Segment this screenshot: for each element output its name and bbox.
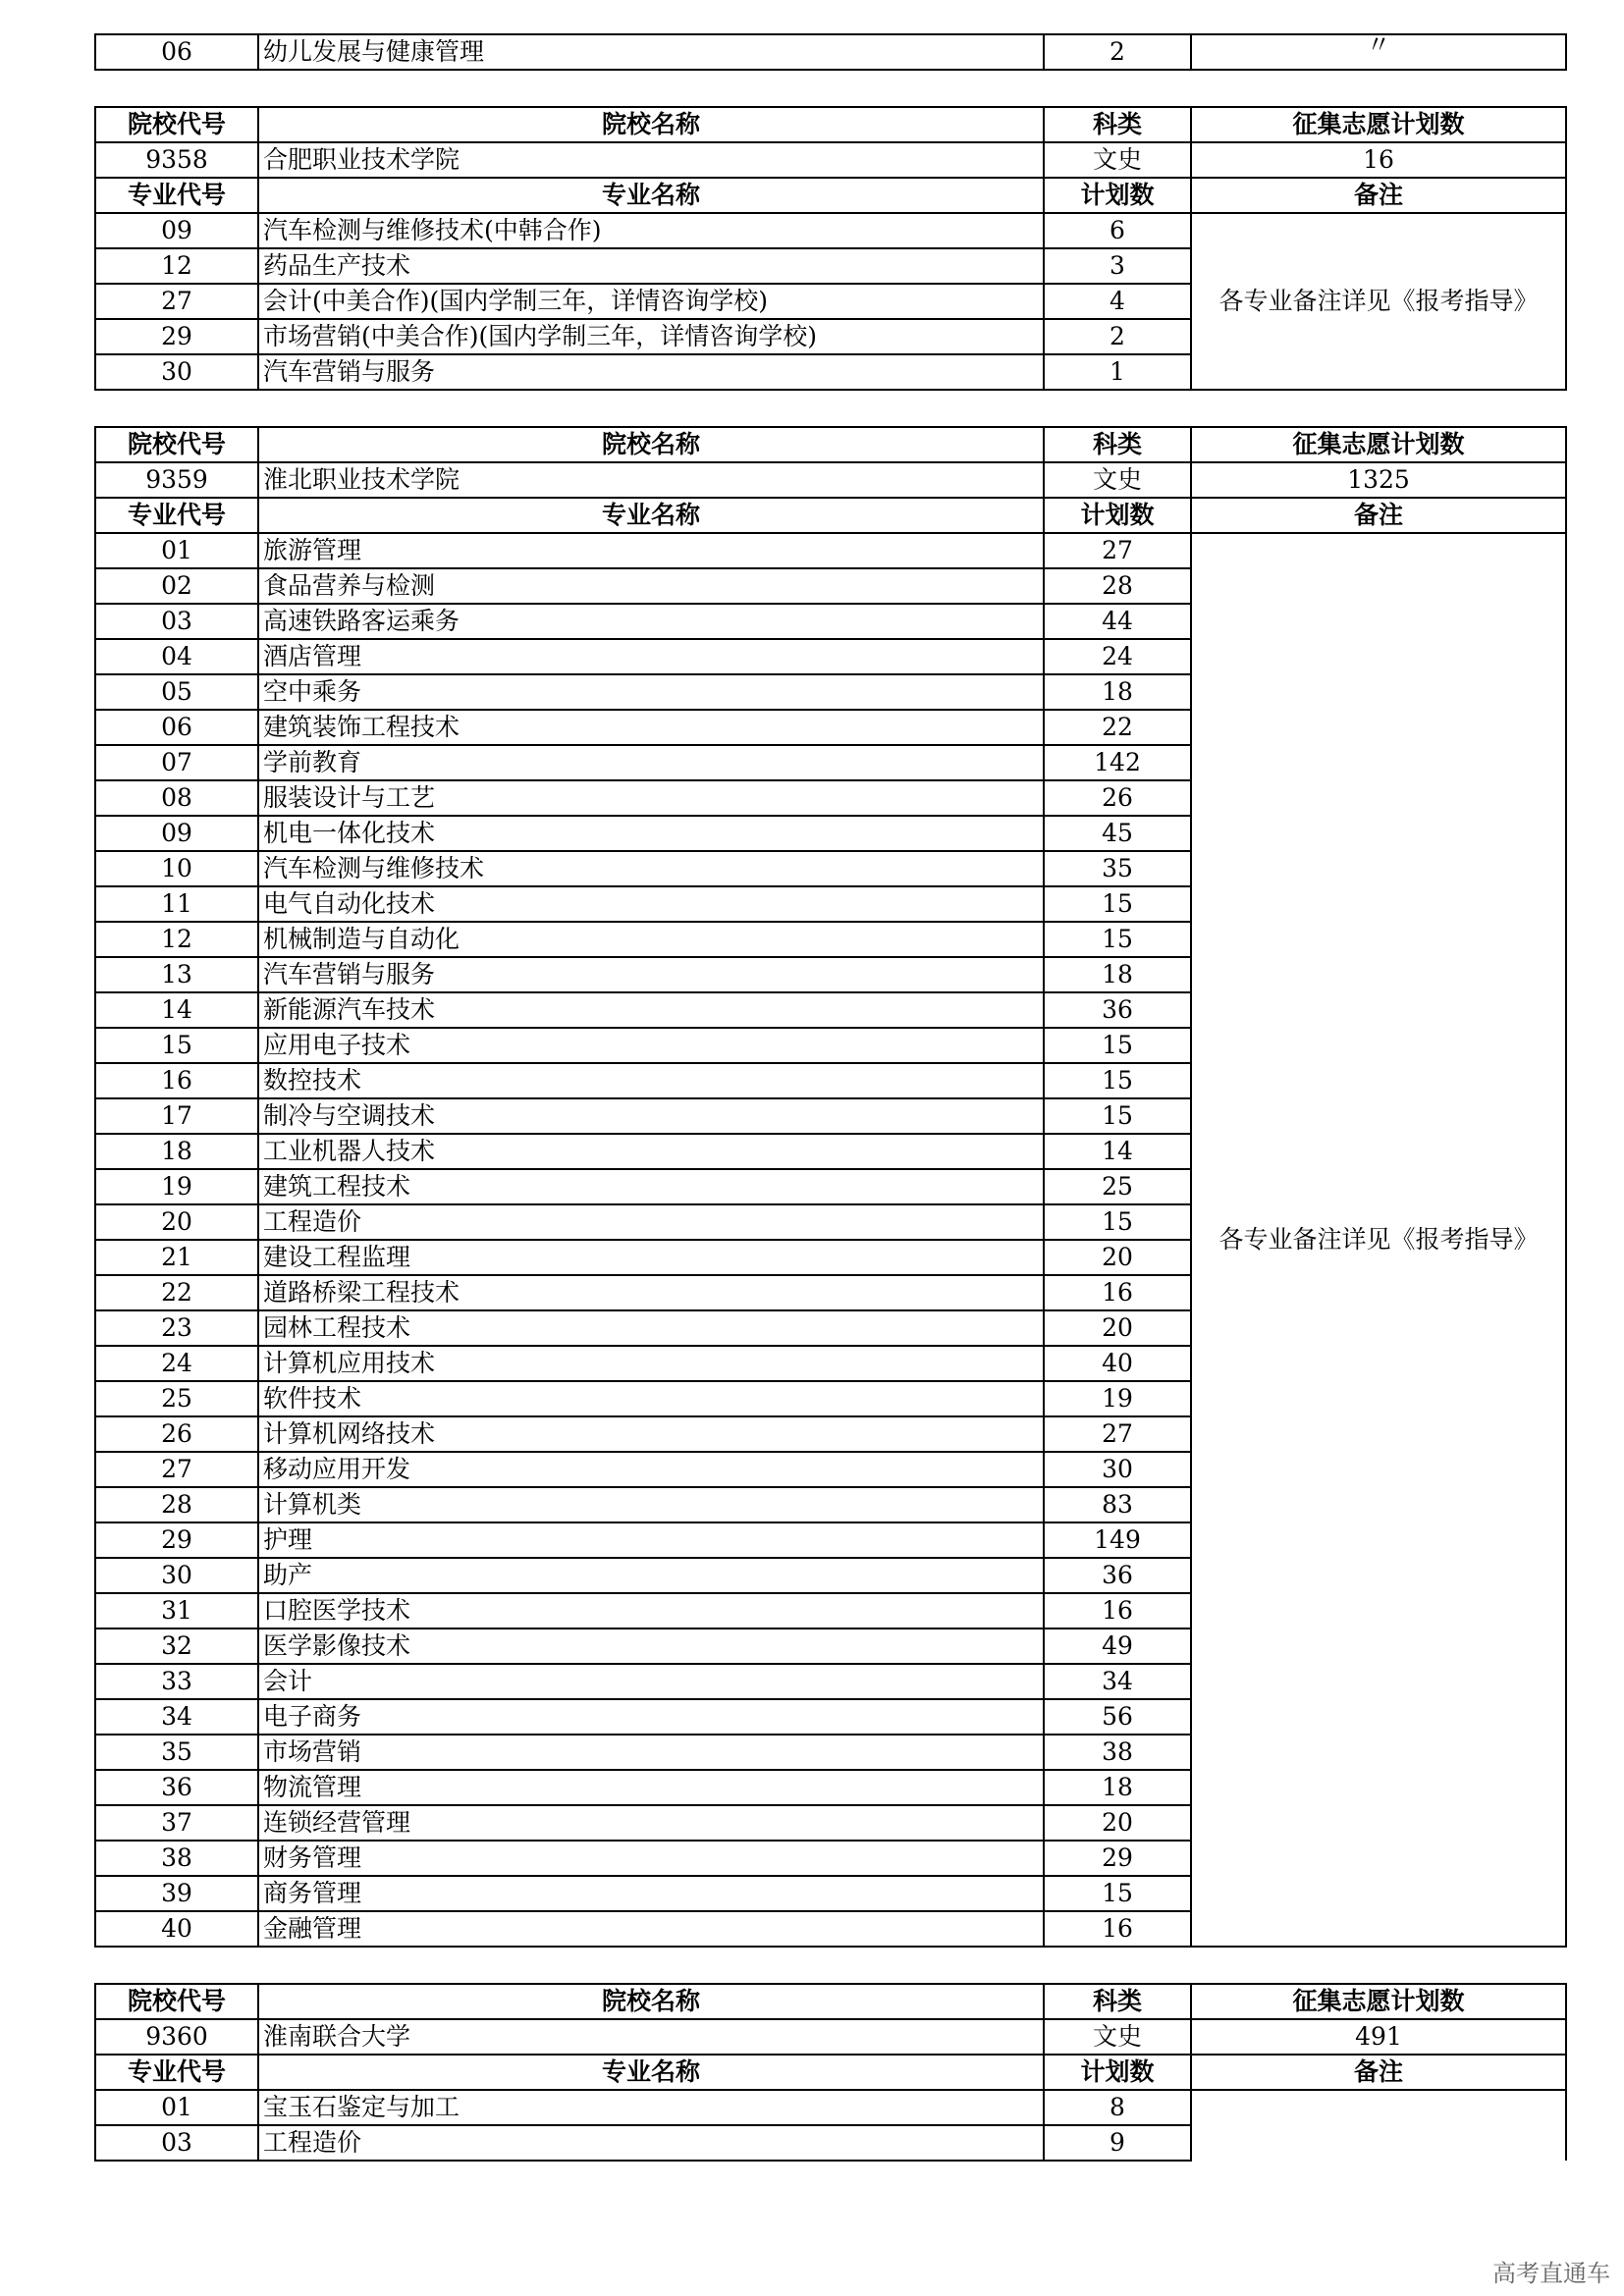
table-row [95, 1984, 1566, 2019]
major-code: 15 [95, 1028, 258, 1063]
major-name: 工业机器人技术 [258, 1134, 1044, 1169]
plan-count: 44 [1044, 604, 1191, 639]
header-plan-count: 计划数 [1044, 178, 1191, 213]
major-code: 29 [95, 1522, 258, 1558]
major-name: 市场营销(中美合作)(国内学制三年，详情咨询学校) [258, 319, 1044, 354]
plan-count: 45 [1044, 816, 1191, 851]
major-name: 高速铁路客运乘务 [258, 604, 1044, 639]
major-code: 04 [95, 639, 258, 674]
school-name: 合肥职业技术学院 [258, 142, 1044, 178]
plan-count: 49 [1044, 1629, 1191, 1664]
header-school-name: 院校名称 [258, 107, 1044, 142]
major-name: 会计(中美合作)(国内学制三年，详情咨询学校) [258, 284, 1044, 319]
major-name: 电子商务 [258, 1699, 1044, 1735]
plan-count: 15 [1044, 922, 1191, 957]
plan-count: 9 [1044, 2125, 1191, 2161]
school-code: 9358 [95, 142, 258, 178]
school-category: 文史 [1044, 462, 1191, 498]
section-gap [94, 71, 1542, 106]
major-name: 机电一体化技术 [258, 816, 1044, 851]
header-category: 科类 [1044, 427, 1191, 462]
plan-count: 16 [1044, 1593, 1191, 1629]
remarks-note [1191, 2090, 1566, 2161]
major-code: 40 [95, 1911, 258, 1947]
ditto-mark: 〃 [1191, 34, 1566, 70]
major-code: 25 [95, 1381, 258, 1416]
remarks-note: 各专业备注详见《报考指导》 [1191, 213, 1566, 390]
school-list [94, 71, 1542, 2162]
school-table [94, 426, 1567, 1948]
major-name: 酒店管理 [258, 639, 1044, 674]
major-code: 36 [95, 1770, 258, 1805]
table-row [95, 2090, 1566, 2125]
header-major-code: 专业代号 [95, 2055, 258, 2090]
major-name: 口腔医学技术 [258, 1593, 1044, 1629]
major-code: 03 [95, 2125, 258, 2161]
major-code: 31 [95, 1593, 258, 1629]
header-major-name: 专业名称 [258, 2055, 1044, 2090]
major-name: 物流管理 [258, 1770, 1044, 1805]
major-name: 建设工程监理 [258, 1240, 1044, 1275]
header-plan-total: 征集志愿计划数 [1191, 107, 1566, 142]
plan-count: 18 [1044, 1770, 1191, 1805]
header-plan-count: 计划数 [1044, 498, 1191, 533]
plan-count: 19 [1044, 1381, 1191, 1416]
major-name: 财务管理 [258, 1841, 1044, 1876]
major-code: 26 [95, 1416, 258, 1452]
major-code: 11 [95, 886, 258, 922]
major-name: 移动应用开发 [258, 1452, 1044, 1487]
plan-count: 35 [1044, 851, 1191, 886]
plan-count: 15 [1044, 1028, 1191, 1063]
major-name: 工程造价 [258, 1204, 1044, 1240]
plan-count: 20 [1044, 1310, 1191, 1346]
major-code: 39 [95, 1876, 258, 1911]
major-code: 06 [95, 710, 258, 745]
major-code: 16 [95, 1063, 258, 1098]
school-table [94, 106, 1567, 391]
header-school-code: 院校代号 [95, 1984, 258, 2019]
fragment-table [94, 33, 1567, 71]
major-code: 37 [95, 1805, 258, 1841]
major-code: 18 [95, 1134, 258, 1169]
plan-count: 15 [1044, 1098, 1191, 1134]
table-row [95, 34, 1566, 70]
header-plan-count: 计划数 [1044, 2055, 1191, 2090]
major-code: 19 [95, 1169, 258, 1204]
school-category: 文史 [1044, 142, 1191, 178]
major-code: 33 [95, 1664, 258, 1699]
major-name: 会计 [258, 1664, 1044, 1699]
table-row [95, 107, 1566, 142]
plan-count: 16 [1044, 1911, 1191, 1947]
major-code: 35 [95, 1735, 258, 1770]
major-name: 汽车营销与服务 [258, 354, 1044, 390]
plan-count: 83 [1044, 1487, 1191, 1522]
major-code: 07 [95, 745, 258, 780]
section-gap [94, 391, 1542, 426]
header-school-name: 院校名称 [258, 427, 1044, 462]
plan-count: 8 [1044, 2090, 1191, 2125]
major-code: 29 [95, 319, 258, 354]
major-code: 34 [95, 1699, 258, 1735]
plan-count: 40 [1044, 1346, 1191, 1381]
header-school-code: 院校代号 [95, 427, 258, 462]
header-plan-total: 征集志愿计划数 [1191, 1984, 1566, 2019]
major-name: 计算机类 [258, 1487, 1044, 1522]
plan-count: 36 [1044, 992, 1191, 1028]
plan-count: 15 [1044, 1063, 1191, 1098]
major-code: 20 [95, 1204, 258, 1240]
school-plan-total: 491 [1191, 2019, 1566, 2055]
header-school-code: 院校代号 [95, 107, 258, 142]
major-name: 宝玉石鉴定与加工 [258, 2090, 1044, 2125]
document [94, 33, 1542, 2162]
major-code: 38 [95, 1841, 258, 1876]
header-major-name: 专业名称 [258, 178, 1044, 213]
major-code: 30 [95, 354, 258, 390]
major-code: 09 [95, 816, 258, 851]
school-name: 淮北职业技术学院 [258, 462, 1044, 498]
major-name: 新能源汽车技术 [258, 992, 1044, 1028]
school-code: 9359 [95, 462, 258, 498]
plan-count: 20 [1044, 1805, 1191, 1841]
plan-count: 2 [1044, 319, 1191, 354]
plan-count: 29 [1044, 1841, 1191, 1876]
major-name: 商务管理 [258, 1876, 1044, 1911]
major-name: 计算机应用技术 [258, 1346, 1044, 1381]
major-code: 06 [95, 34, 258, 70]
section-gap [94, 1948, 1542, 1983]
plan-count: 18 [1044, 674, 1191, 710]
header-plan-total: 征集志愿计划数 [1191, 427, 1566, 462]
major-name: 建筑工程技术 [258, 1169, 1044, 1204]
major-code: 24 [95, 1346, 258, 1381]
school-plan-total: 1325 [1191, 462, 1566, 498]
plan-count: 149 [1044, 1522, 1191, 1558]
major-name: 园林工程技术 [258, 1310, 1044, 1346]
plan-count: 15 [1044, 1204, 1191, 1240]
major-name: 建筑装饰工程技术 [258, 710, 1044, 745]
plan-count: 6 [1044, 213, 1191, 248]
major-code: 09 [95, 213, 258, 248]
school-table [94, 1983, 1567, 2162]
major-name: 药品生产技术 [258, 248, 1044, 284]
remarks-note: 各专业备注详见《报考指导》 [1191, 533, 1566, 1947]
major-code: 02 [95, 568, 258, 604]
header-school-name: 院校名称 [258, 1984, 1044, 2019]
table-row [95, 2055, 1566, 2090]
major-name: 软件技术 [258, 1381, 1044, 1416]
header-remarks: 备注 [1191, 2055, 1566, 2090]
major-name: 学前教育 [258, 745, 1044, 780]
major-code: 17 [95, 1098, 258, 1134]
major-name: 计算机网络技术 [258, 1416, 1044, 1452]
header-major-code: 专业代号 [95, 498, 258, 533]
header-remarks: 备注 [1191, 498, 1566, 533]
major-code: 03 [95, 604, 258, 639]
major-code: 23 [95, 1310, 258, 1346]
major-name: 电气自动化技术 [258, 886, 1044, 922]
header-major-name: 专业名称 [258, 498, 1044, 533]
plan-count: 16 [1044, 1275, 1191, 1310]
major-name: 数控技术 [258, 1063, 1044, 1098]
school-code: 9360 [95, 2019, 258, 2055]
school-category: 文史 [1044, 2019, 1191, 2055]
major-code: 21 [95, 1240, 258, 1275]
table-row [95, 427, 1566, 462]
major-code: 12 [95, 922, 258, 957]
major-name: 道路桥梁工程技术 [258, 1275, 1044, 1310]
plan-count: 27 [1044, 1416, 1191, 1452]
header-category: 科类 [1044, 107, 1191, 142]
header-category: 科类 [1044, 1984, 1191, 2019]
major-code: 28 [95, 1487, 258, 1522]
plan-count: 22 [1044, 710, 1191, 745]
table-row [95, 2019, 1566, 2055]
major-name: 汽车检测与维修技术(中韩合作) [258, 213, 1044, 248]
major-name: 护理 [258, 1522, 1044, 1558]
plan-count: 14 [1044, 1134, 1191, 1169]
major-code: 01 [95, 2090, 258, 2125]
plan-count: 34 [1044, 1664, 1191, 1699]
table-row [95, 462, 1566, 498]
plan-count: 24 [1044, 639, 1191, 674]
plan-count: 15 [1044, 1876, 1191, 1911]
major-name: 汽车检测与维修技术 [258, 851, 1044, 886]
major-name: 应用电子技术 [258, 1028, 1044, 1063]
major-code: 22 [95, 1275, 258, 1310]
table-row [95, 178, 1566, 213]
major-code: 01 [95, 533, 258, 568]
plan-count: 28 [1044, 568, 1191, 604]
major-code: 27 [95, 284, 258, 319]
header-major-code: 专业代号 [95, 178, 258, 213]
plan-count: 4 [1044, 284, 1191, 319]
plan-count: 27 [1044, 533, 1191, 568]
plan-count: 30 [1044, 1452, 1191, 1487]
plan-count: 38 [1044, 1735, 1191, 1770]
plan-count: 56 [1044, 1699, 1191, 1735]
school-plan-total: 16 [1191, 142, 1566, 178]
plan-count: 26 [1044, 780, 1191, 816]
plan-count: 15 [1044, 886, 1191, 922]
table-row [95, 498, 1566, 533]
major-name: 工程造价 [258, 2125, 1044, 2161]
major-name: 空中乘务 [258, 674, 1044, 710]
major-name: 医学影像技术 [258, 1629, 1044, 1664]
plan-count: 25 [1044, 1169, 1191, 1204]
table-row [95, 533, 1566, 568]
major-name: 食品营养与检测 [258, 568, 1044, 604]
major-code: 30 [95, 1558, 258, 1593]
table-row [95, 142, 1566, 178]
plan-count: 36 [1044, 1558, 1191, 1593]
major-name: 市场营销 [258, 1735, 1044, 1770]
table-row [95, 213, 1566, 248]
plan-count: 2 [1044, 34, 1191, 70]
major-code: 32 [95, 1629, 258, 1664]
major-name: 服装设计与工艺 [258, 780, 1044, 816]
school-name: 淮南联合大学 [258, 2019, 1044, 2055]
header-remarks: 备注 [1191, 178, 1566, 213]
major-name: 金融管理 [258, 1911, 1044, 1947]
major-code: 12 [95, 248, 258, 284]
major-code: 27 [95, 1452, 258, 1487]
major-code: 05 [95, 674, 258, 710]
plan-count: 142 [1044, 745, 1191, 780]
major-name: 制冷与空调技术 [258, 1098, 1044, 1134]
major-name: 汽车营销与服务 [258, 957, 1044, 992]
major-code: 10 [95, 851, 258, 886]
major-name: 连锁经营管理 [258, 1805, 1044, 1841]
major-name: 旅游管理 [258, 533, 1044, 568]
major-code: 14 [95, 992, 258, 1028]
major-name: 机械制造与自动化 [258, 922, 1044, 957]
watermark: 高考直通车 [1492, 2260, 1610, 2287]
plan-count: 3 [1044, 248, 1191, 284]
plan-count: 1 [1044, 354, 1191, 390]
plan-count: 20 [1044, 1240, 1191, 1275]
major-code: 13 [95, 957, 258, 992]
major-name: 幼儿发展与健康管理 [258, 34, 1044, 70]
plan-count: 18 [1044, 957, 1191, 992]
major-code: 08 [95, 780, 258, 816]
major-name: 助产 [258, 1558, 1044, 1593]
